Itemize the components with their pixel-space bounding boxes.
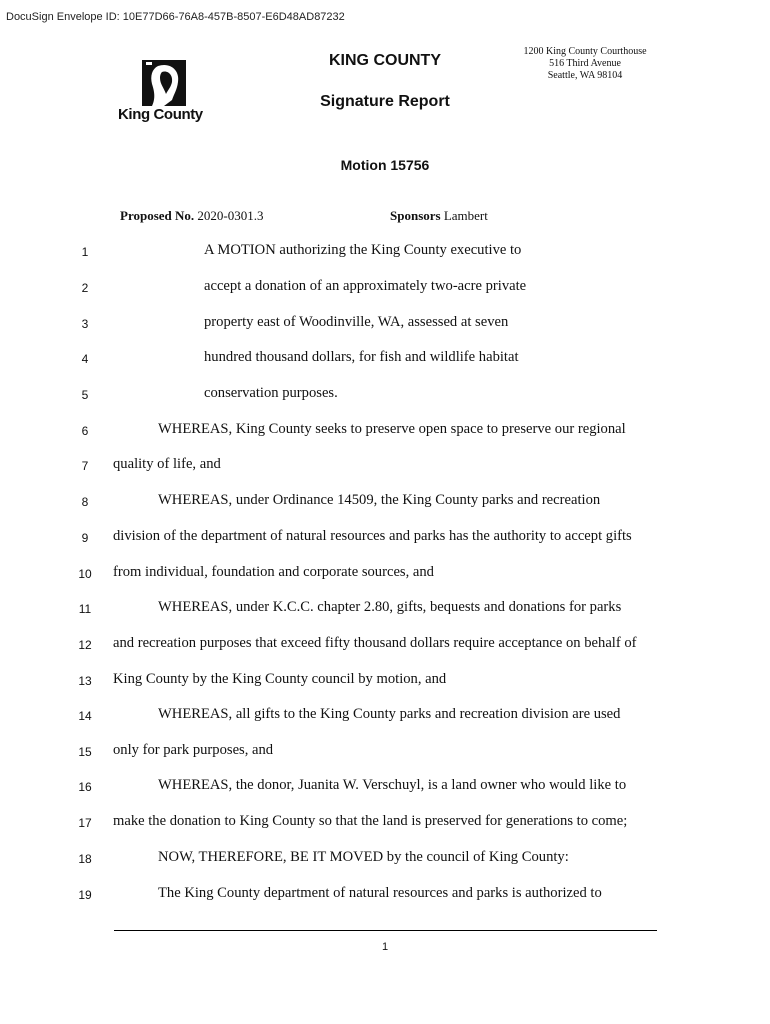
line-number: 2 [81,281,89,295]
motion-title: Motion 15756 [340,157,430,173]
proposed-value: 2020-0301.3 [197,208,264,223]
body-line: only for park purposes, and [113,742,274,758]
body-line: hundred thousand dollars, for fish and wildlife habitat [204,349,519,365]
sponsors [390,208,488,224]
body-line: King County by the King County council by motion, and [113,671,447,687]
body-line: and recreation purposes that exceed fifty thousand dollars require acceptance on behalf of [113,635,637,651]
body-line: WHEREAS, under Ordinance 14509, the King County parks and recreation [158,492,601,508]
line-number: 3 [81,317,89,331]
line-number: 8 [81,495,89,509]
body-line: WHEREAS, under K.C.C. chapter 2.80, gifts, bequests and donations for parks [158,599,622,615]
body-line: property east of Woodinville, WA, assessed at seven [204,314,509,330]
body-line: make the donation to King County so that the land is preserved for generations to come; [113,813,628,829]
footer-rule [114,930,657,931]
body-line: quality of life, and [113,456,221,472]
body-line: WHEREAS, King County seeks to preserve open space to preserve our regional [158,421,626,437]
address-line: 1200 King County Courthouse [523,46,647,57]
address-line: Seattle, WA 98104 [547,70,623,81]
line-number: 14 [78,709,92,723]
line-number: 11 [78,602,92,616]
body-line: WHEREAS, all gifts to the King County parks and recreation division are used [158,706,621,722]
body-line: NOW, THEREFORE, BE IT MOVED by the council of King County: [158,849,569,865]
body-line: from individual, foundation and corporate sources, and [113,564,434,580]
sponsors-value: Lambert [443,208,488,223]
line-number: 4 [81,352,89,366]
docusign-envelope-id: DocuSign Envelope ID: 10E77D66-76A8-457B-8507-E6D48AD87232 [6,11,345,23]
line-number: 5 [81,388,89,402]
body-line: The King County department of natural resources and parks is authorized to [158,885,602,901]
logo-text: King County [118,106,203,123]
address-block [505,46,665,82]
king-county-logo [118,60,218,130]
line-number: 17 [78,816,92,830]
proposed-label: Proposed No. [120,208,195,223]
body-line: division of the department of natural resources and parks has the authority to accept gifts [113,528,632,544]
line-number: 7 [81,459,89,473]
page-number: 1 [381,941,389,953]
line-number: 16 [78,780,92,794]
address-line: 516 Third Avenue [549,58,621,69]
line-number: 19 [78,888,92,902]
report-title: Signature Report [320,93,450,110]
line-number: 15 [78,745,92,759]
line-number: 6 [81,424,89,438]
king-county-emblem-icon [118,60,218,110]
proposed-number [120,208,264,224]
body-line: accept a donation of an approximately two-acre private [204,278,527,294]
line-number: 13 [78,674,92,688]
sponsors-label: Sponsors [390,208,441,223]
county-title: KING COUNTY [329,52,441,69]
body-line: WHEREAS, the donor, Juanita W. Verschuyl, is a land owner who would like to [158,777,627,793]
body-line: A MOTION authorizing the King County executive to [204,242,522,258]
body-line: conservation purposes. [204,385,338,401]
line-number: 1 [81,245,89,259]
line-number: 9 [81,531,89,545]
line-number: 12 [78,638,92,652]
line-number: 10 [78,567,92,581]
line-number: 18 [78,852,92,866]
